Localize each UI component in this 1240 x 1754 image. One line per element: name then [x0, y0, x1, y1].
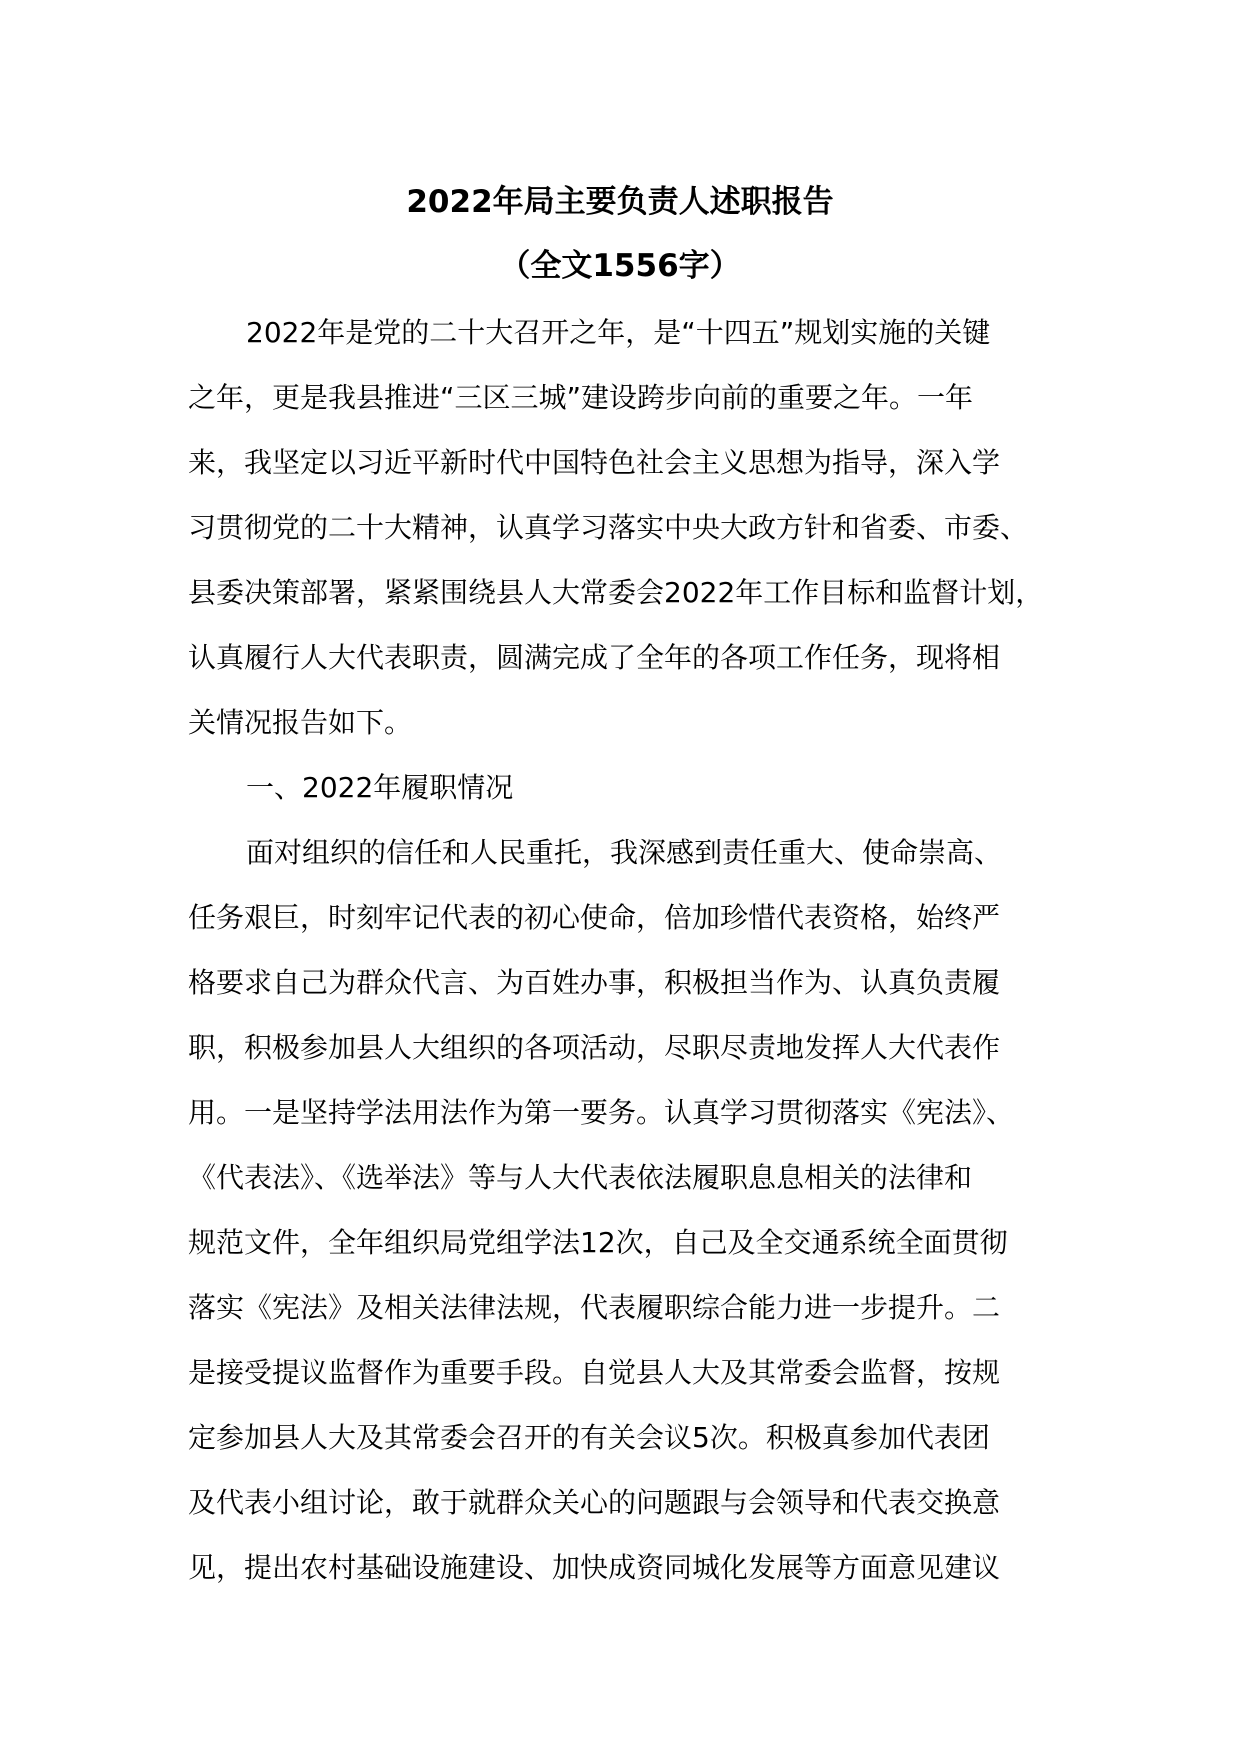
- document-subtitle: （全文1556字）: [499, 248, 741, 284]
- body-line: 之年，更是我县推进“三区三城”建设跨步向前的重要之年。一年: [188, 381, 974, 414]
- body-line: 县委决策部署，紧紧围绕县人大常委会2022年工作目标和监督计划，: [188, 576, 1044, 609]
- body-line: 习贯彻党的二十大精神，认真学习落实中央大政方针和省委、市委、: [188, 511, 1029, 544]
- body-line: 一、2022年履职情况: [246, 771, 514, 804]
- body-line: 来，我坚定以习近平新时代中国特色社会主义思想为指导，深入学: [188, 446, 1001, 479]
- body-line: 是接受提议监督作为重要手段。自觉县人大及其常委会监督，按规: [188, 1356, 1001, 1389]
- body-line: 认真履行人大代表职责，圆满完成了全年的各项工作任务，现将相: [188, 641, 1001, 674]
- body-line: 关情况报告如下。: [188, 706, 413, 739]
- body-line: 规范文件，全年组织局党组学法12次，自己及全交通系统全面贯彻: [188, 1226, 1008, 1259]
- body-line: 职，积极参加县人大组织的各项活动，尽职尽责地发挥人大代表作: [188, 1031, 1001, 1064]
- document-body: [188, 300, 1088, 1600]
- body-line: 《代表法》、《选举法》等与人大代表依法履职息息相关的法律和: [188, 1161, 973, 1194]
- document-title: 2022年局主要负责人述职报告: [406, 184, 834, 220]
- body-line: 定参加县人大及其常委会召开的有关会议5次。积极真参加代表团: [188, 1421, 990, 1454]
- body-line: 用。一是坚持学法用法作为第一要务。认真学习贯彻落实《宪法》、: [188, 1096, 1015, 1129]
- body-line: 面对组织的信任和人民重托，我深感到责任重大、使命崇高、: [246, 836, 1003, 869]
- body-line: 格要求自己为群众代言、为百姓办事，积极担当作为、认真负责履: [188, 966, 1001, 999]
- body-line: 任务艰巨，时刻牢记代表的初心使命，倍加珍惜代表资格，始终严: [188, 901, 1001, 934]
- body-line: 见，提出农村基础设施建设、加快成资同城化发展等方面意见建议: [188, 1551, 1001, 1584]
- body-line: 落实《宪法》及相关法律法规，代表履职综合能力进一步提升。二: [188, 1291, 1001, 1324]
- body-line: 及代表小组讨论，敢于就群众关心的问题跟与会领导和代表交换意: [188, 1486, 1001, 1519]
- body-line: 2022年是党的二十大召开之年，是“十四五”规划实施的关键: [246, 316, 991, 349]
